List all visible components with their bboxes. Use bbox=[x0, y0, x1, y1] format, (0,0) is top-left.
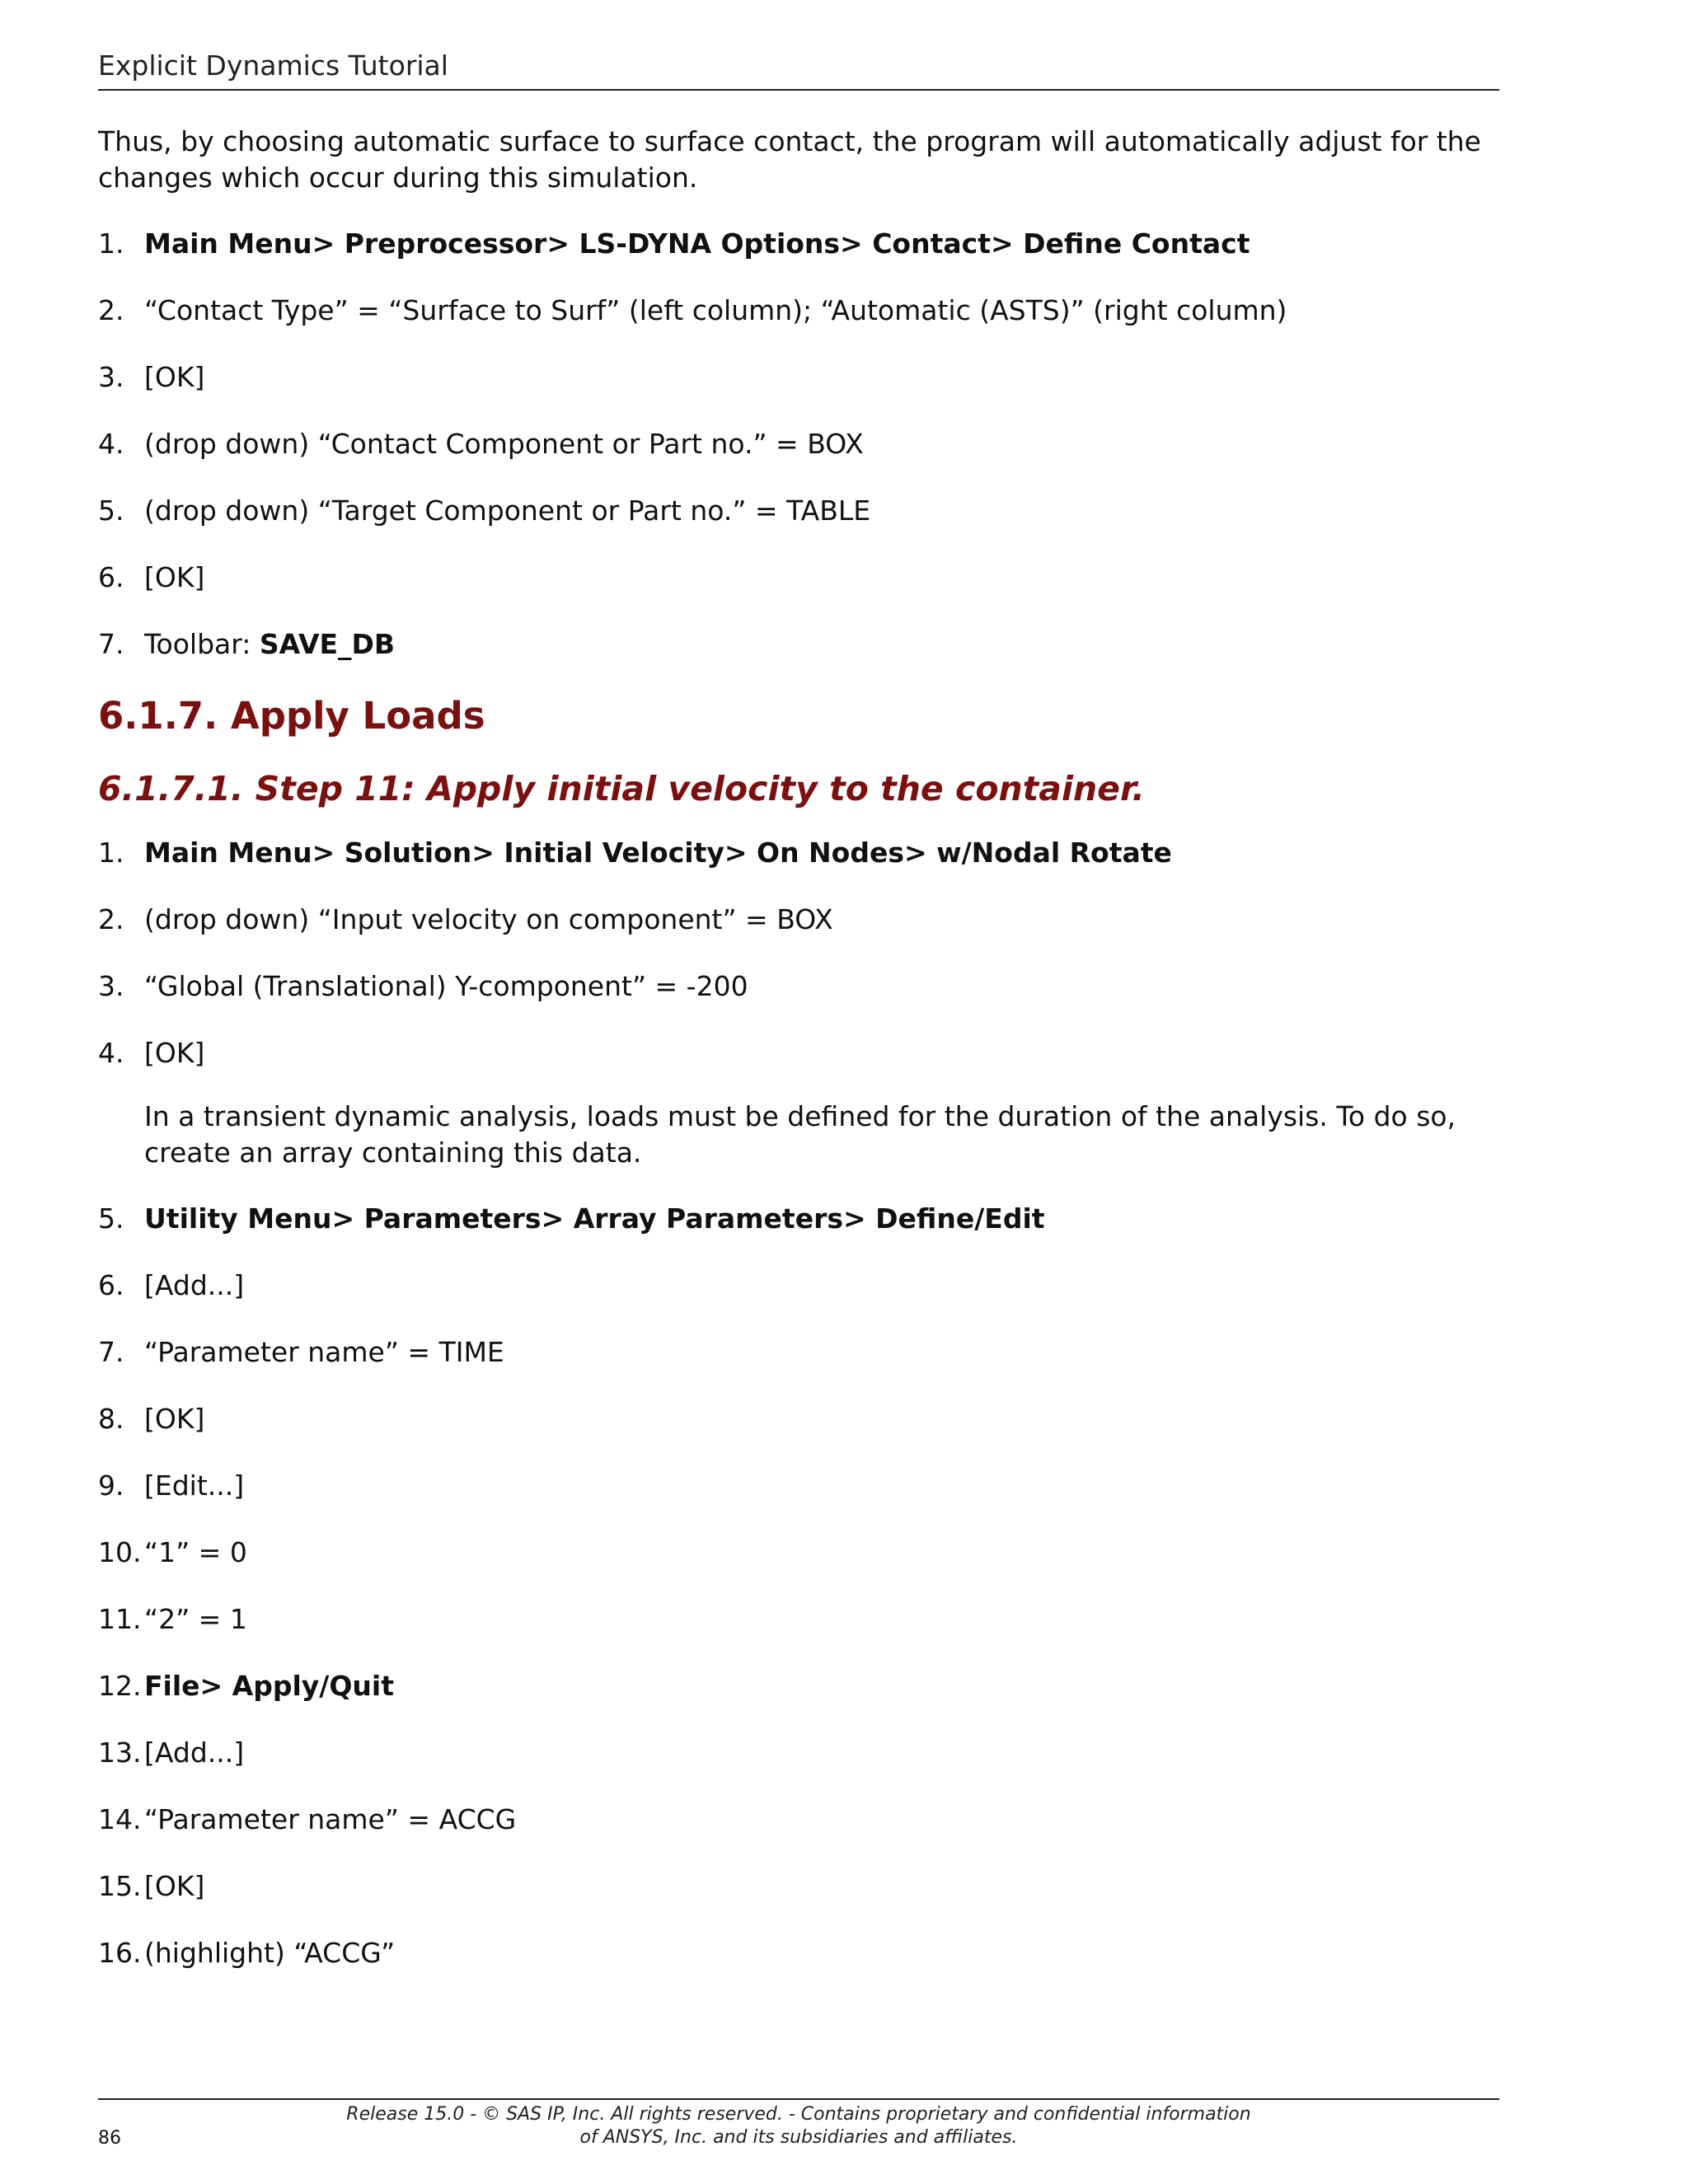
list-item-number: 12. bbox=[98, 1670, 142, 1702]
page-header bbox=[98, 46, 1499, 91]
list-item bbox=[98, 293, 1499, 329]
list-item-number: 9. bbox=[98, 1469, 124, 1502]
list-item-text bbox=[144, 1035, 204, 1071]
list-item bbox=[98, 426, 1499, 462]
list-item-text bbox=[144, 626, 395, 663]
list-item-plain: [OK] bbox=[144, 361, 205, 393]
list-item bbox=[98, 493, 1499, 529]
list-item bbox=[98, 1735, 1499, 1771]
list-item-number: 2. bbox=[98, 294, 124, 326]
list-item-number: 4. bbox=[98, 428, 124, 460]
list-item-plain: [Add...] bbox=[144, 1269, 245, 1301]
list-item-plain: (drop down) “Target Component or Part no.” = TABLE bbox=[144, 494, 871, 527]
list-item bbox=[98, 1535, 1499, 1571]
copyright-line-2: of ANSYS, Inc. and its subsidiaries and affiliates. bbox=[579, 2127, 1018, 2148]
list-item bbox=[98, 1668, 1499, 1704]
list-item-plain: (drop down) “Contact Component or Part no.” = BOX bbox=[144, 428, 864, 460]
list-item bbox=[98, 1035, 1499, 1071]
list-item bbox=[98, 1601, 1499, 1638]
list-item bbox=[98, 1935, 1499, 1971]
list-item-number: 1. bbox=[98, 227, 124, 260]
list-item-text bbox=[144, 1735, 244, 1771]
list-item-text bbox=[144, 1334, 504, 1371]
steps-list-velocity bbox=[98, 835, 1499, 1071]
list-item-plain: “1” = 0 bbox=[144, 1536, 247, 1568]
list-item-number: 10. bbox=[98, 1536, 142, 1568]
list-item-text bbox=[144, 1535, 247, 1571]
list-item-text bbox=[144, 359, 204, 396]
list-item-menu-path: Main Menu> Preprocessor> LS-DYNA Options> Contact> Define Contact bbox=[144, 227, 1250, 260]
list-item-number: 1. bbox=[98, 837, 124, 869]
list-item-plain: [OK] bbox=[144, 1403, 205, 1435]
list-item-plain: “2” = 1 bbox=[144, 1603, 247, 1635]
list-item-number: 5. bbox=[98, 494, 124, 527]
steps-list-contact bbox=[98, 226, 1499, 663]
list-item bbox=[98, 968, 1499, 1005]
list-item-number: 3. bbox=[98, 361, 124, 393]
page-footer bbox=[98, 2098, 1499, 2151]
list-item-menu-path: File> Apply/Quit bbox=[144, 1670, 394, 1702]
list-item-number: 13. bbox=[98, 1736, 142, 1769]
header-title: Explicit Dynamics Tutorial bbox=[98, 49, 448, 82]
list-item-menu-path: SAVE_DB bbox=[259, 628, 396, 660]
list-item-text bbox=[144, 493, 870, 529]
list-item-menu-path: Utility Menu> Parameters> Array Parameters> Define/Edit bbox=[144, 1202, 1045, 1235]
list-item-number: 14. bbox=[98, 1803, 142, 1835]
copyright-line-1: Release 15.0 - © SAS IP, Inc. All rights reserved. - Contains proprietary and confidential information bbox=[346, 2104, 1251, 2125]
list-item-number: 7. bbox=[98, 1336, 124, 1368]
steps-list-array bbox=[98, 1201, 1499, 1971]
list-item bbox=[98, 226, 1499, 262]
list-item bbox=[98, 1334, 1499, 1371]
list-item-number: 3. bbox=[98, 970, 124, 1002]
list-item-text bbox=[144, 1668, 394, 1704]
list-item-plain: “Parameter name” = ACCG bbox=[144, 1803, 517, 1835]
list-item-number: 5. bbox=[98, 1202, 124, 1235]
list-item-number: 8. bbox=[98, 1403, 124, 1435]
list-item-text bbox=[144, 1468, 244, 1504]
list-item-plain: “Parameter name” = TIME bbox=[144, 1336, 504, 1368]
list-item-text bbox=[144, 1201, 1045, 1237]
list-item-text bbox=[144, 1935, 395, 1971]
list-item-text bbox=[144, 560, 204, 596]
list-item bbox=[98, 1201, 1499, 1237]
list-item-plain: [Add...] bbox=[144, 1736, 245, 1769]
list-item-plain: “Contact Type” = “Surface to Surf” (left column); “Automatic (ASTS)” (right column) bbox=[144, 294, 1287, 326]
list-item bbox=[98, 560, 1499, 596]
list-item bbox=[98, 835, 1499, 871]
list-item bbox=[98, 1802, 1499, 1838]
transient-note: In a transient dynamic analysis, loads must be defined for the duration of the analysis. To do so, create an array containing this data. bbox=[144, 1100, 1456, 1169]
list-item-plain: (drop down) “Input velocity on component” = BOX bbox=[144, 903, 833, 935]
list-item-number: 16. bbox=[98, 1937, 142, 1969]
list-item-number: 4. bbox=[98, 1037, 124, 1069]
list-item-text bbox=[144, 902, 833, 938]
list-item-menu-path: Main Menu> Solution> Initial Velocity> On Nodes> w/Nodal Rotate bbox=[144, 837, 1172, 869]
list-item-text bbox=[144, 835, 1172, 871]
list-item-number: 6. bbox=[98, 1269, 124, 1301]
list-item-number: 6. bbox=[98, 561, 124, 593]
list-item-text bbox=[144, 968, 748, 1005]
list-item bbox=[98, 1868, 1499, 1905]
list-item-text bbox=[144, 293, 1287, 329]
list-item-text bbox=[144, 1868, 204, 1905]
list-item-plain: [OK] bbox=[144, 561, 205, 593]
list-item-number: 2. bbox=[98, 903, 124, 935]
section-heading: 6.1.7. Apply Loads bbox=[98, 694, 485, 738]
list-item-plain: “Global (Translational) Y-component” = -200 bbox=[144, 970, 748, 1002]
list-item-text bbox=[144, 226, 1250, 262]
page-content bbox=[98, 124, 1499, 2002]
list-item-plain: [Edit...] bbox=[144, 1469, 245, 1502]
list-item-plain: Toolbar: bbox=[144, 628, 260, 660]
list-item bbox=[98, 1468, 1499, 1504]
list-item-text bbox=[144, 1268, 244, 1304]
list-item bbox=[98, 1268, 1499, 1304]
list-item bbox=[98, 626, 1499, 663]
list-item bbox=[98, 1401, 1499, 1437]
copyright-note bbox=[98, 2103, 1499, 2149]
page-number: 86 bbox=[98, 2128, 121, 2149]
list-item bbox=[98, 902, 1499, 938]
list-item-text bbox=[144, 1802, 516, 1838]
list-item-number: 7. bbox=[98, 628, 124, 660]
list-item-text bbox=[144, 1601, 247, 1638]
list-item-number: 11. bbox=[98, 1603, 142, 1635]
list-item-text bbox=[144, 426, 864, 462]
list-item bbox=[98, 359, 1499, 396]
list-item-number: 15. bbox=[98, 1870, 142, 1902]
list-item-plain: [OK] bbox=[144, 1037, 205, 1069]
subsection-heading: 6.1.7.1. Step 11: Apply initial velocity to the container. bbox=[98, 769, 1145, 808]
intro-paragraph: Thus, by choosing automatic surface to surface contact, the program will automatically adjust for the changes which occur during this simulation. bbox=[98, 125, 1481, 194]
list-item-text bbox=[144, 1401, 204, 1437]
list-item-plain: [OK] bbox=[144, 1870, 205, 1902]
list-item-plain: (highlight) “ACCG” bbox=[144, 1937, 396, 1969]
